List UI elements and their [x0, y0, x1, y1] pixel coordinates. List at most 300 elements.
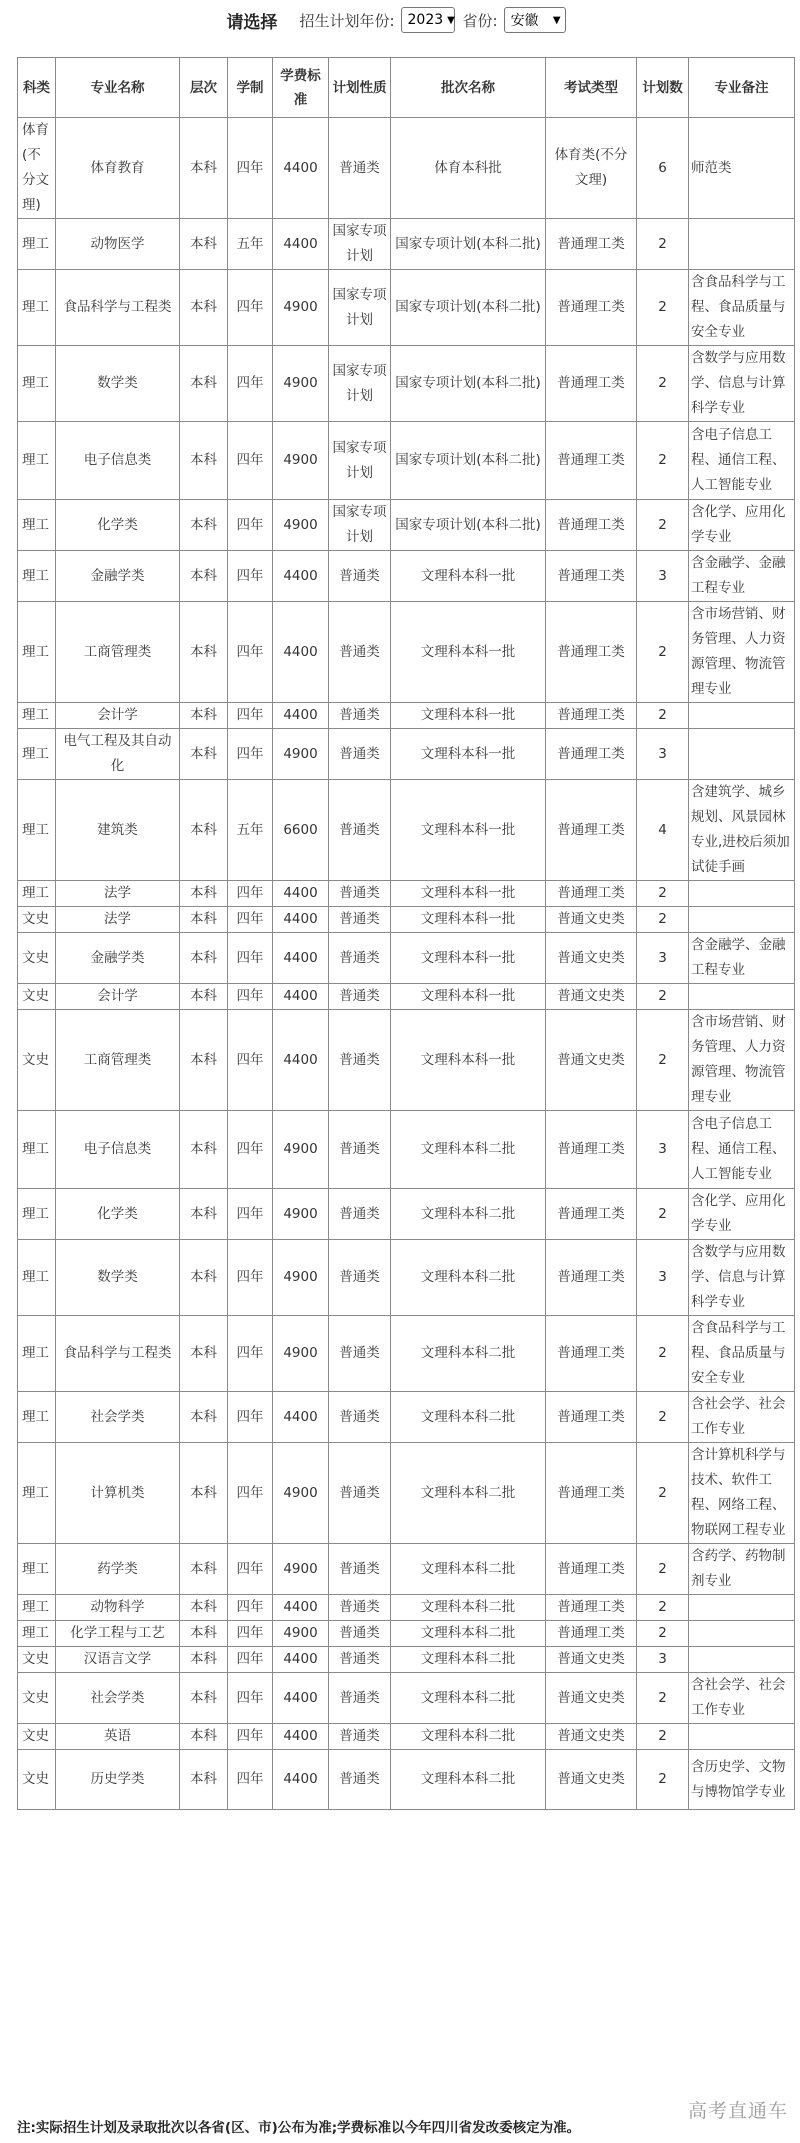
- cell-plan-count: 3: [637, 1111, 689, 1189]
- cell-exam-type: 普通理工类: [546, 1443, 637, 1544]
- cell-exam-type: 普通理工类: [546, 1316, 637, 1392]
- cell-plan-type: 国家专项计划: [329, 500, 391, 551]
- cell-exam-type: 普通文史类: [546, 1647, 637, 1673]
- cell-exam-type: 普通理工类: [546, 500, 637, 551]
- cell-exam-type: 普通文史类: [546, 984, 637, 1010]
- cell-major-note: [689, 219, 795, 270]
- cell-major-name: 数学类: [56, 1240, 180, 1316]
- cell-exam-type: 普通文史类: [546, 1750, 637, 1810]
- cell-duration: 四年: [228, 1621, 273, 1647]
- cell-category: 理工: [18, 1544, 56, 1595]
- table-row: [18, 780, 795, 881]
- cell-level: 本科: [180, 118, 228, 219]
- table-row: [18, 1010, 795, 1111]
- cell-plan-type: 国家专项计划: [329, 422, 391, 500]
- cell-major-name: 金融学类: [56, 551, 180, 602]
- cell-plan-type: 普通类: [329, 1111, 391, 1189]
- cell-major-note: [689, 1724, 795, 1750]
- table-row: [18, 933, 795, 984]
- cell-batch-name: 文理科本科二批: [391, 1544, 546, 1595]
- cell-batch-name: 文理科本科二批: [391, 1724, 546, 1750]
- cell-category: 理工: [18, 346, 56, 422]
- cell-duration: 五年: [228, 219, 273, 270]
- cell-level: 本科: [180, 346, 228, 422]
- cell-duration: 四年: [228, 881, 273, 907]
- cell-plan-count: 4: [637, 780, 689, 881]
- cell-level: 本科: [180, 1544, 228, 1595]
- column-header-category: 科类: [18, 58, 56, 118]
- cell-plan-count: 2: [637, 1316, 689, 1392]
- table-row: [18, 1392, 795, 1443]
- table-row: [18, 346, 795, 422]
- cell-major-name: 法学: [56, 907, 180, 933]
- cell-exam-type: 普通理工类: [546, 219, 637, 270]
- cell-plan-type: 国家专项计划: [329, 270, 391, 346]
- cell-batch-name: 国家专项计划(本科二批): [391, 270, 546, 346]
- cell-batch-name: 文理科本科一批: [391, 780, 546, 881]
- cell-level: 本科: [180, 1240, 228, 1316]
- cell-plan-type: 普通类: [329, 1443, 391, 1544]
- cell-major-note: [689, 703, 795, 729]
- cell-major-name: 建筑类: [56, 780, 180, 881]
- cell-major-name: 汉语言文学: [56, 1647, 180, 1673]
- cell-level: 本科: [180, 1595, 228, 1621]
- cell-tuition: 4900: [273, 1621, 329, 1647]
- table-row: [18, 1750, 795, 1810]
- table-row: [18, 551, 795, 602]
- cell-major-name: 食品科学与工程类: [56, 1316, 180, 1392]
- cell-batch-name: 国家专项计划(本科二批): [391, 500, 546, 551]
- cell-level: 本科: [180, 602, 228, 703]
- cell-plan-type: 普通类: [329, 881, 391, 907]
- cell-tuition: 4900: [273, 1316, 329, 1392]
- cell-plan-count: 2: [637, 703, 689, 729]
- cell-category: 理工: [18, 1443, 56, 1544]
- cell-plan-type: 普通类: [329, 703, 391, 729]
- cell-plan-type: 普通类: [329, 1621, 391, 1647]
- cell-level: 本科: [180, 933, 228, 984]
- cell-duration: 四年: [228, 500, 273, 551]
- province-select[interactable]: [504, 7, 566, 33]
- cell-major-name: 食品科学与工程类: [56, 270, 180, 346]
- cell-major-name: 会计学: [56, 703, 180, 729]
- cell-exam-type: 普通理工类: [546, 551, 637, 602]
- cell-plan-type: 普通类: [329, 780, 391, 881]
- cell-tuition: 4400: [273, 118, 329, 219]
- cell-major-note: 含电子信息工程、通信工程、人工智能专业: [689, 422, 795, 500]
- cell-plan-type: 国家专项计划: [329, 346, 391, 422]
- cell-exam-type: 普通理工类: [546, 1544, 637, 1595]
- cell-exam-type: 普通理工类: [546, 1240, 637, 1316]
- table-row: [18, 422, 795, 500]
- cell-major-name: 工商管理类: [56, 1010, 180, 1111]
- cell-tuition: 4400: [273, 1673, 329, 1724]
- cell-plan-type: 普通类: [329, 118, 391, 219]
- cell-tuition: 4900: [273, 500, 329, 551]
- cell-major-name: 体育教育: [56, 118, 180, 219]
- cell-plan-count: 3: [637, 1647, 689, 1673]
- cell-duration: 四年: [228, 551, 273, 602]
- cell-major-note: 含市场营销、财务管理、人力资源管理、物流管理专业: [689, 1010, 795, 1111]
- cell-level: 本科: [180, 881, 228, 907]
- cell-category: 理工: [18, 703, 56, 729]
- cell-major-note: 含化学、应用化学专业: [689, 500, 795, 551]
- table-row: [18, 1673, 795, 1724]
- table-row: [18, 500, 795, 551]
- cell-plan-type: 普通类: [329, 551, 391, 602]
- enrollment-plan-table: [17, 57, 795, 1810]
- cell-exam-type: 普通文史类: [546, 1724, 637, 1750]
- cell-plan-count: 2: [637, 881, 689, 907]
- cell-plan-type: 普通类: [329, 1724, 391, 1750]
- cell-plan-type: 普通类: [329, 1392, 391, 1443]
- watermark: 高考直通车: [687, 2100, 788, 2122]
- cell-batch-name: 文理科本科二批: [391, 1392, 546, 1443]
- cell-level: 本科: [180, 1392, 228, 1443]
- year-label: 招生计划年份:: [299, 11, 395, 30]
- cell-level: 本科: [180, 907, 228, 933]
- cell-tuition: 4400: [273, 933, 329, 984]
- cell-level: 本科: [180, 1724, 228, 1750]
- cell-exam-type: 普通理工类: [546, 881, 637, 907]
- cell-batch-name: 文理科本科一批: [391, 703, 546, 729]
- cell-major-note: [689, 729, 795, 780]
- cell-category: 文史: [18, 907, 56, 933]
- cell-batch-name: 体育本科批: [391, 118, 546, 219]
- cell-tuition: 4400: [273, 1392, 329, 1443]
- cell-category: 文史: [18, 1673, 56, 1724]
- cell-plan-count: 2: [637, 1750, 689, 1810]
- cell-category: 文史: [18, 1647, 56, 1673]
- cell-batch-name: 文理科本科二批: [391, 1673, 546, 1724]
- cell-major-note: [689, 1647, 795, 1673]
- cell-duration: 四年: [228, 1443, 273, 1544]
- cell-major-name: 会计学: [56, 984, 180, 1010]
- table-body: [18, 118, 795, 1810]
- cell-duration: 四年: [228, 1189, 273, 1240]
- cell-category: 文史: [18, 1724, 56, 1750]
- cell-category: 理工: [18, 422, 56, 500]
- cell-plan-count: 2: [637, 1189, 689, 1240]
- cell-category: 理工: [18, 1316, 56, 1392]
- cell-tuition: 4900: [273, 346, 329, 422]
- cell-plan-count: 2: [637, 1724, 689, 1750]
- cell-plan-count: 2: [637, 1443, 689, 1544]
- cell-exam-type: 普通文史类: [546, 933, 637, 984]
- cell-duration: 四年: [228, 1240, 273, 1316]
- cell-batch-name: 文理科本科二批: [391, 1443, 546, 1544]
- cell-plan-type: 普通类: [329, 907, 391, 933]
- cell-batch-name: 文理科本科二批: [391, 1595, 546, 1621]
- cell-major-note: 含化学、应用化学专业: [689, 1189, 795, 1240]
- cell-duration: 四年: [228, 1392, 273, 1443]
- year-select[interactable]: [401, 7, 455, 33]
- cell-plan-count: 3: [637, 1240, 689, 1316]
- cell-tuition: 4400: [273, 881, 329, 907]
- cell-category: 文史: [18, 933, 56, 984]
- table-row: [18, 1316, 795, 1392]
- cell-plan-type: 普通类: [329, 933, 391, 984]
- cell-duration: 四年: [228, 907, 273, 933]
- cell-tuition: 4900: [273, 1544, 329, 1595]
- cell-major-note: [689, 907, 795, 933]
- cell-exam-type: 普通理工类: [546, 602, 637, 703]
- cell-plan-count: 2: [637, 346, 689, 422]
- cell-exam-type: 普通理工类: [546, 270, 637, 346]
- cell-exam-type: 普通理工类: [546, 1111, 637, 1189]
- cell-exam-type: 普通理工类: [546, 729, 637, 780]
- cell-tuition: 6600: [273, 780, 329, 881]
- cell-duration: 四年: [228, 118, 273, 219]
- cell-major-note: 含社会学、社会工作专业: [689, 1673, 795, 1724]
- cell-major-name: 化学类: [56, 500, 180, 551]
- cell-exam-type: 普通文史类: [546, 1010, 637, 1111]
- table-row: [18, 1189, 795, 1240]
- cell-major-name: 工商管理类: [56, 602, 180, 703]
- cell-plan-type: 普通类: [329, 1240, 391, 1316]
- cell-level: 本科: [180, 1750, 228, 1810]
- cell-batch-name: 文理科本科一批: [391, 729, 546, 780]
- cell-major-note: [689, 1595, 795, 1621]
- cell-duration: 四年: [228, 729, 273, 780]
- cell-category: 文史: [18, 1750, 56, 1810]
- cell-plan-type: 普通类: [329, 1647, 391, 1673]
- cell-plan-count: 2: [637, 602, 689, 703]
- cell-duration: 四年: [228, 933, 273, 984]
- cell-major-note: 师范类: [689, 118, 795, 219]
- cell-category: 理工: [18, 1189, 56, 1240]
- table-row: [18, 219, 795, 270]
- cell-plan-count: 2: [637, 1544, 689, 1595]
- cell-batch-name: 文理科本科一批: [391, 1010, 546, 1111]
- cell-major-name: 化学类: [56, 1189, 180, 1240]
- cell-level: 本科: [180, 422, 228, 500]
- cell-major-note: 含计算机科学与技术、软件工程、网络工程、物联网工程专业: [689, 1443, 795, 1544]
- column-header-level: 层次: [180, 58, 228, 118]
- cell-major-name: 法学: [56, 881, 180, 907]
- cell-major-name: 动物科学: [56, 1595, 180, 1621]
- cell-duration: 四年: [228, 270, 273, 346]
- cell-major-note: 含数学与应用数学、信息与计算科学专业: [689, 346, 795, 422]
- cell-plan-count: 2: [637, 907, 689, 933]
- filter-bar: [0, 0, 800, 40]
- cell-batch-name: 文理科本科二批: [391, 1621, 546, 1647]
- cell-duration: 四年: [228, 1544, 273, 1595]
- cell-duration: 四年: [228, 1724, 273, 1750]
- cell-major-note: [689, 881, 795, 907]
- cell-category: 文史: [18, 984, 56, 1010]
- table-header-row: [18, 58, 795, 118]
- cell-major-note: 含建筑学、城乡规划、风景园林专业,进校后须加试徒手画: [689, 780, 795, 881]
- cell-exam-type: 普通理工类: [546, 422, 637, 500]
- cell-major-note: 含金融学、金融工程专业: [689, 933, 795, 984]
- cell-level: 本科: [180, 1189, 228, 1240]
- cell-major-name: 电子信息类: [56, 422, 180, 500]
- cell-major-name: 化学工程与工艺: [56, 1621, 180, 1647]
- cell-category: 理工: [18, 551, 56, 602]
- cell-category: 体育(不分文理): [18, 118, 56, 219]
- cell-exam-type: 体育类(不分文理): [546, 118, 637, 219]
- table-row: [18, 729, 795, 780]
- cell-tuition: 4400: [273, 703, 329, 729]
- cell-major-note: 含药学、药物制剂专业: [689, 1544, 795, 1595]
- table-row: [18, 984, 795, 1010]
- cell-batch-name: 文理科本科一批: [391, 551, 546, 602]
- cell-plan-type: 普通类: [329, 1673, 391, 1724]
- cell-level: 本科: [180, 551, 228, 602]
- cell-category: 理工: [18, 1595, 56, 1621]
- cell-batch-name: 文理科本科二批: [391, 1240, 546, 1316]
- cell-duration: 四年: [228, 1111, 273, 1189]
- cell-major-note: 含食品科学与工程、食品质量与安全专业: [689, 1316, 795, 1392]
- cell-plan-count: 2: [637, 1621, 689, 1647]
- cell-plan-type: 普通类: [329, 1544, 391, 1595]
- cell-duration: 四年: [228, 1750, 273, 1810]
- cell-batch-name: 文理科本科二批: [391, 1316, 546, 1392]
- cell-tuition: 4400: [273, 219, 329, 270]
- cell-plan-type: 普通类: [329, 1010, 391, 1111]
- cell-tuition: 4400: [273, 1647, 329, 1673]
- cell-category: 理工: [18, 1111, 56, 1189]
- cell-category: 理工: [18, 219, 56, 270]
- cell-batch-name: 文理科本科二批: [391, 1111, 546, 1189]
- cell-tuition: 4400: [273, 551, 329, 602]
- cell-exam-type: 普通理工类: [546, 346, 637, 422]
- cell-tuition: 4900: [273, 1240, 329, 1316]
- table-row: [18, 1647, 795, 1673]
- cell-plan-count: 3: [637, 551, 689, 602]
- column-header-major-note: 专业备注: [689, 58, 795, 118]
- cell-level: 本科: [180, 500, 228, 551]
- table-row: [18, 602, 795, 703]
- cell-plan-type: 国家专项计划: [329, 219, 391, 270]
- cell-major-note: 含电子信息工程、通信工程、人工智能专业: [689, 1111, 795, 1189]
- table-row: [18, 1595, 795, 1621]
- cell-tuition: 4900: [273, 270, 329, 346]
- cell-tuition: 4400: [273, 1724, 329, 1750]
- cell-exam-type: 普通理工类: [546, 703, 637, 729]
- cell-major-note: 含食品科学与工程、食品质量与安全专业: [689, 270, 795, 346]
- province-select-value: 安徽: [510, 13, 539, 29]
- footnote: 注:实际招生计划及录取批次以各省(区、市)公布为准;学费标准以今年四川省发改委核定为准。: [17, 2120, 581, 2136]
- cell-plan-count: 6: [637, 118, 689, 219]
- cell-duration: 四年: [228, 703, 273, 729]
- cell-level: 本科: [180, 1316, 228, 1392]
- cell-plan-count: 2: [637, 1595, 689, 1621]
- table-row: [18, 703, 795, 729]
- cell-tuition: 4900: [273, 422, 329, 500]
- cell-tuition: 4400: [273, 1010, 329, 1111]
- cell-level: 本科: [180, 1621, 228, 1647]
- cell-major-name: 药学类: [56, 1544, 180, 1595]
- cell-category: 理工: [18, 1240, 56, 1316]
- cell-category: 理工: [18, 729, 56, 780]
- cell-major-name: 金融学类: [56, 933, 180, 984]
- cell-plan-count: 2: [637, 500, 689, 551]
- cell-exam-type: 普通理工类: [546, 1189, 637, 1240]
- table-row: [18, 1544, 795, 1595]
- cell-tuition: 4400: [273, 1595, 329, 1621]
- cell-level: 本科: [180, 703, 228, 729]
- cell-major-note: 含金融学、金融工程专业: [689, 551, 795, 602]
- cell-level: 本科: [180, 219, 228, 270]
- cell-tuition: 4900: [273, 1111, 329, 1189]
- cell-plan-count: 2: [637, 422, 689, 500]
- province-label: 省份:: [462, 11, 498, 30]
- cell-plan-count: 2: [637, 1392, 689, 1443]
- cell-batch-name: 文理科本科二批: [391, 1189, 546, 1240]
- cell-duration: 四年: [228, 602, 273, 703]
- cell-duration: 五年: [228, 780, 273, 881]
- cell-tuition: 4400: [273, 907, 329, 933]
- cell-plan-count: 2: [637, 1010, 689, 1111]
- cell-category: 文史: [18, 1010, 56, 1111]
- filter-title: 请选择: [226, 12, 278, 33]
- cell-plan-type: 普通类: [329, 984, 391, 1010]
- cell-duration: 四年: [228, 346, 273, 422]
- cell-batch-name: 国家专项计划(本科二批): [391, 219, 546, 270]
- cell-major-note: 含数学与应用数学、信息与计算科学专业: [689, 1240, 795, 1316]
- cell-exam-type: 普通文史类: [546, 907, 637, 933]
- cell-level: 本科: [180, 1673, 228, 1724]
- cell-batch-name: 文理科本科二批: [391, 1647, 546, 1673]
- cell-plan-type: 普通类: [329, 729, 391, 780]
- cell-major-name: 电气工程及其自动化: [56, 729, 180, 780]
- cell-batch-name: 文理科本科一批: [391, 881, 546, 907]
- cell-duration: 四年: [228, 1595, 273, 1621]
- year-select-value: 2023: [407, 12, 444, 28]
- cell-plan-type: 普通类: [329, 602, 391, 703]
- cell-tuition: 4400: [273, 602, 329, 703]
- cell-category: 理工: [18, 881, 56, 907]
- cell-plan-count: 2: [637, 270, 689, 346]
- cell-major-name: 英语: [56, 1724, 180, 1750]
- cell-level: 本科: [180, 984, 228, 1010]
- cell-batch-name: 文理科本科一批: [391, 907, 546, 933]
- table-row: [18, 1621, 795, 1647]
- column-header-plan-type: 计划性质: [329, 58, 391, 118]
- cell-plan-count: 3: [637, 729, 689, 780]
- cell-tuition: 4400: [273, 984, 329, 1010]
- cell-plan-count: 2: [637, 984, 689, 1010]
- column-header-duration: 学制: [228, 58, 273, 118]
- table-row: [18, 907, 795, 933]
- cell-level: 本科: [180, 1443, 228, 1544]
- cell-duration: 四年: [228, 1316, 273, 1392]
- cell-major-name: 计算机类: [56, 1443, 180, 1544]
- cell-major-name: 社会学类: [56, 1392, 180, 1443]
- cell-exam-type: 普通理工类: [546, 780, 637, 881]
- cell-category: 理工: [18, 1621, 56, 1647]
- cell-batch-name: 文理科本科一批: [391, 933, 546, 984]
- cell-plan-count: 3: [637, 933, 689, 984]
- cell-category: 理工: [18, 602, 56, 703]
- cell-major-note: 含社会学、社会工作专业: [689, 1392, 795, 1443]
- cell-tuition: 4900: [273, 1189, 329, 1240]
- cell-level: 本科: [180, 1010, 228, 1111]
- cell-level: 本科: [180, 729, 228, 780]
- table-row: [18, 1111, 795, 1189]
- cell-major-name: 动物医学: [56, 219, 180, 270]
- cell-major-name: 数学类: [56, 346, 180, 422]
- cell-exam-type: 普通理工类: [546, 1621, 637, 1647]
- cell-major-name: 社会学类: [56, 1673, 180, 1724]
- table-row: [18, 270, 795, 346]
- column-header-batch-name: 批次名称: [391, 58, 546, 118]
- cell-major-note: 含历史学、文物与博物馆学专业: [689, 1750, 795, 1810]
- cell-level: 本科: [180, 780, 228, 881]
- cell-batch-name: 国家专项计划(本科二批): [391, 422, 546, 500]
